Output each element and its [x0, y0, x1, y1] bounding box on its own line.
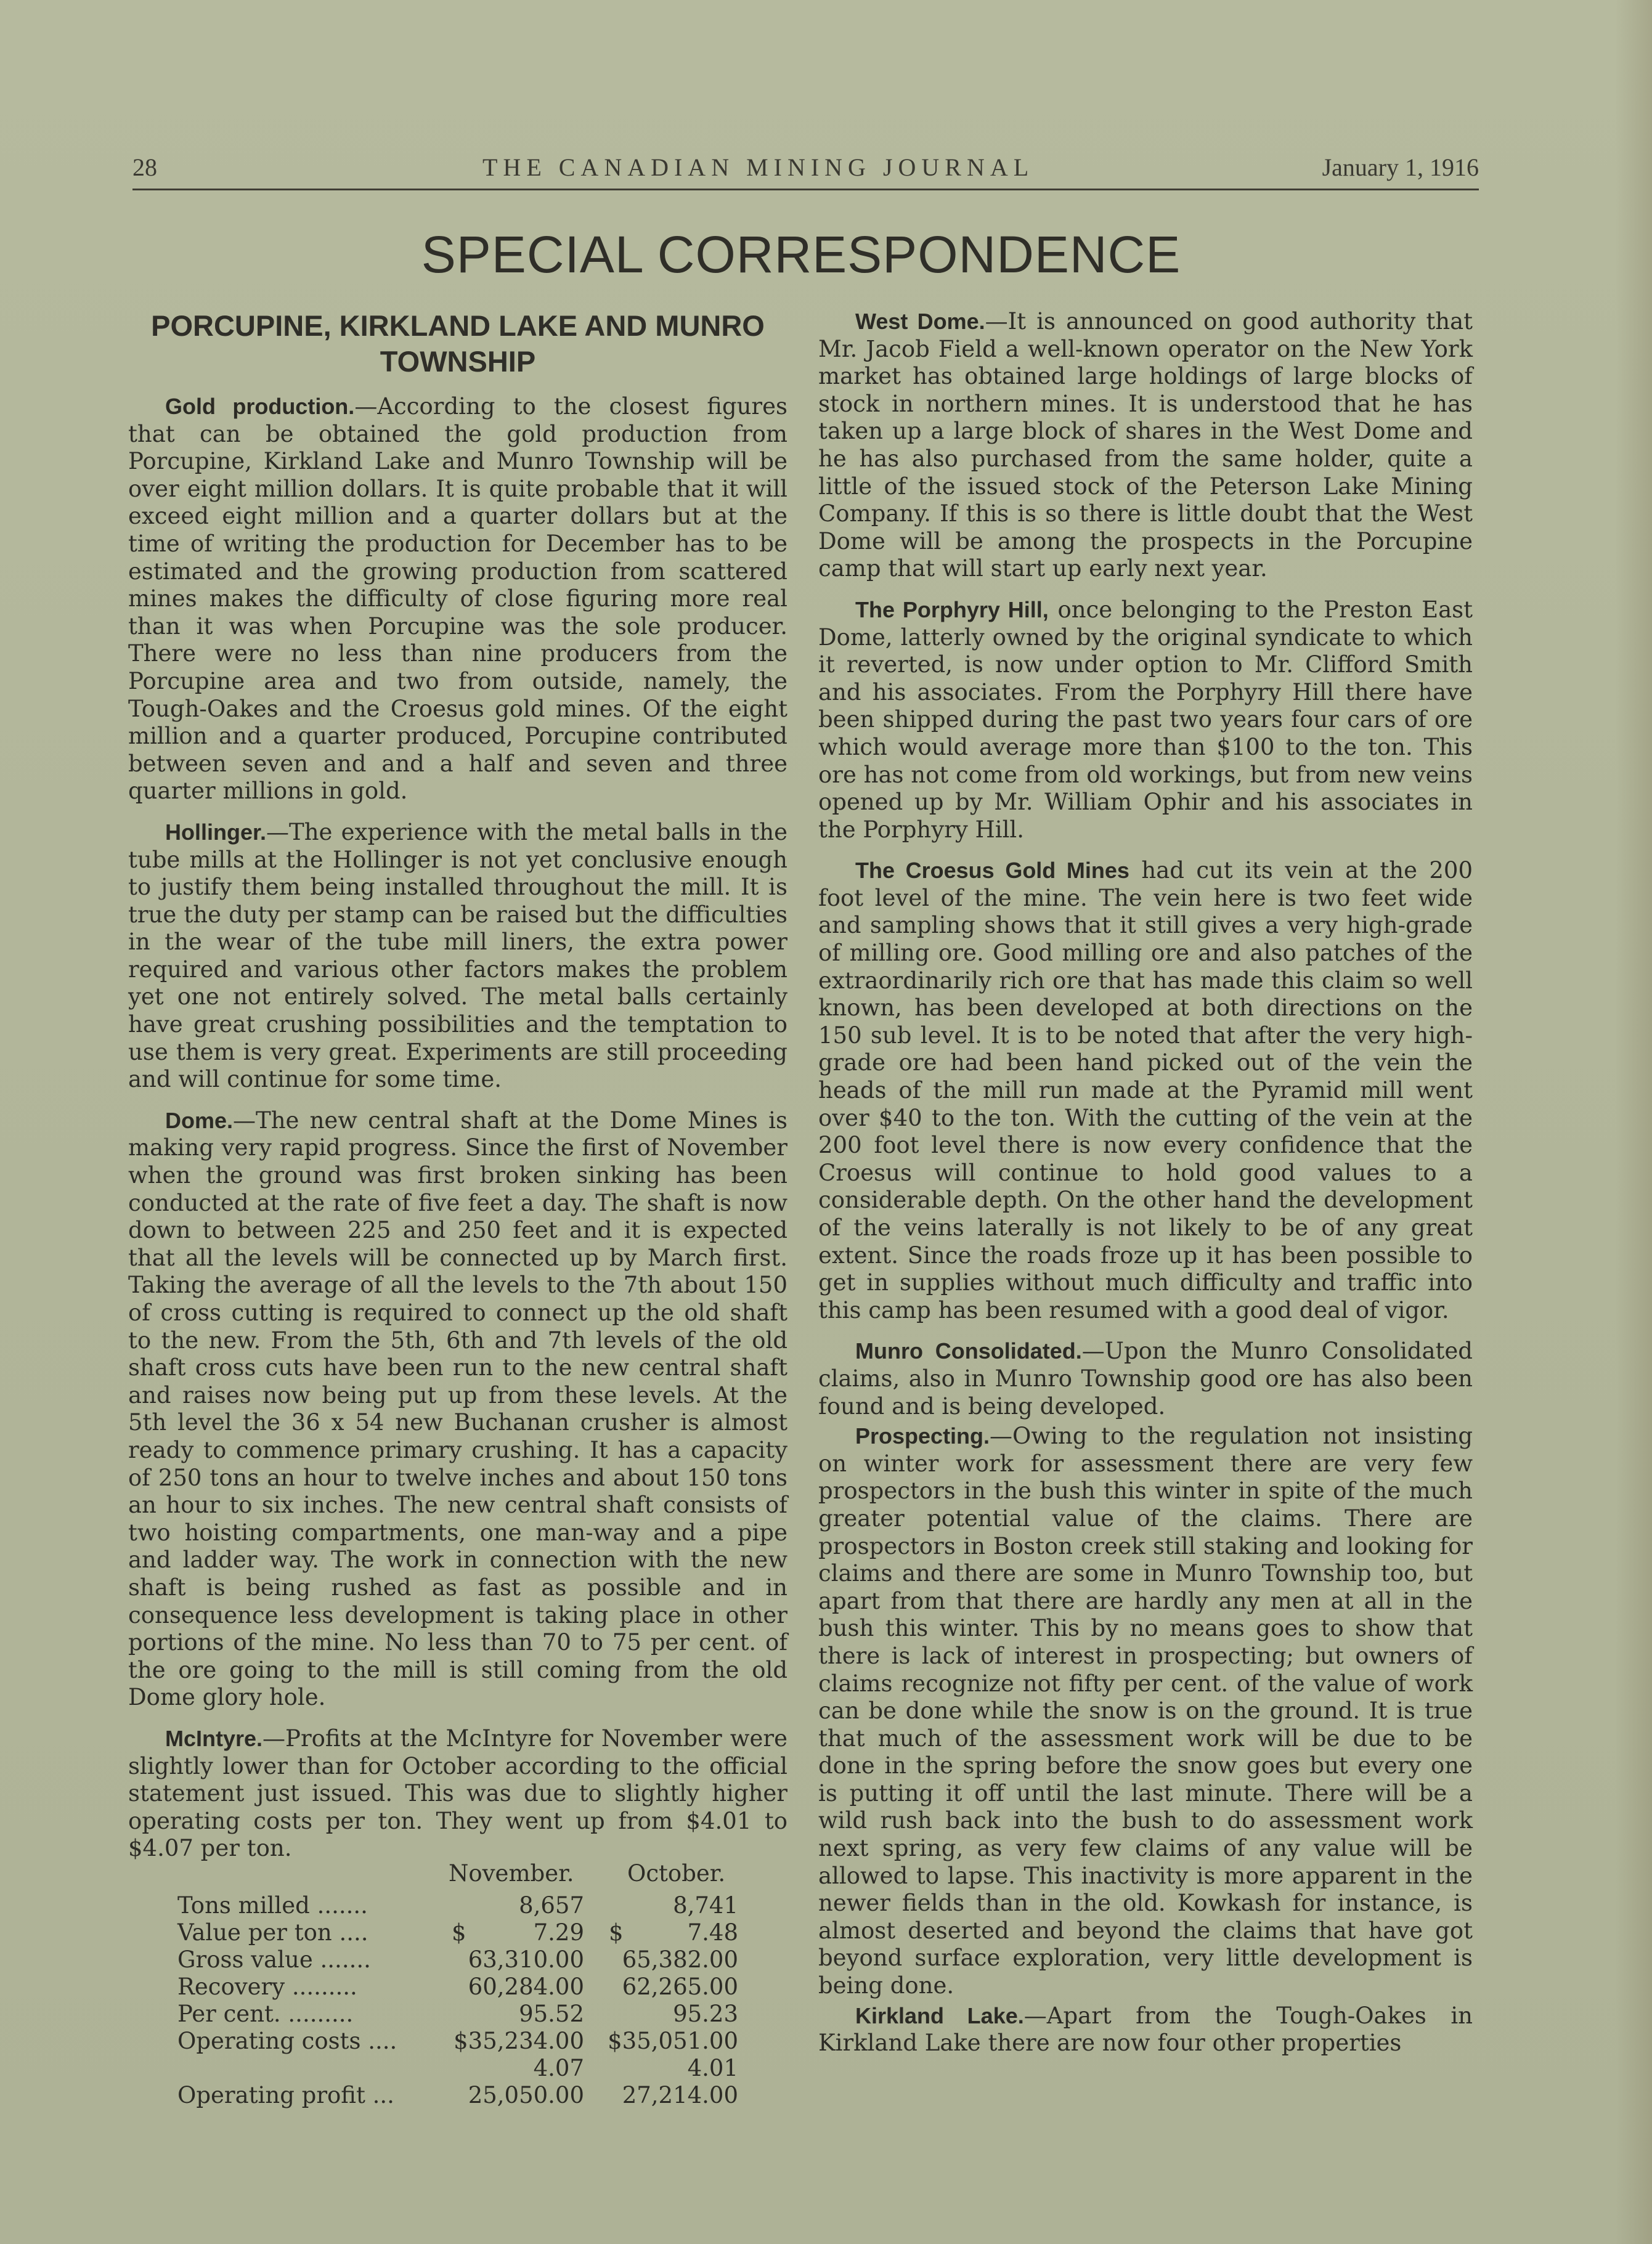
table-row: [128, 1974, 787, 2001]
november-value: 4.07: [533, 2054, 584, 2081]
october-value: 7.48: [687, 1919, 738, 1946]
october-value: 4.01: [687, 2054, 738, 2081]
paragraph-lead: The Porphyry Hill,: [855, 596, 1049, 622]
dollar-sign: $: [609, 1919, 624, 1946]
october-value: 62,265.00: [622, 1973, 738, 2000]
main-title: SPECIAL CORRESPONDENCE: [421, 226, 1181, 283]
table-row: [128, 2028, 787, 2055]
paragraph-text: —The experience with the metal balls in the tube mills at the Hollinger is not yet conclusive enough to justify them being installed throughout the mill. It is true the duty per stamp can be raised but the difficulties in the wear of the tube mill liners, the extra power required and various other factors makes the problem yet one not entirely solved. The metal balls certainly have great crushing possibilities and the temptation to use them is very great. Experiments are still proceeding and will continue for some time.: [128, 818, 787, 1093]
october-value: $35,051.00: [608, 2027, 738, 2054]
page-number: 28: [132, 153, 157, 181]
paragraph-lead: McIntyre.: [165, 1725, 263, 1751]
november-value: 7.29: [533, 1919, 584, 1946]
november-value: 60,284.00: [468, 1973, 584, 2000]
paragraph-lead: The Croesus Gold Mines: [855, 858, 1129, 884]
november-value: 95.52: [519, 2000, 584, 2027]
november-value: 8,657: [519, 1892, 584, 1919]
paragraph-lead: Dome.: [165, 1107, 234, 1133]
table-row: [128, 2082, 787, 2109]
article-paragraph: [128, 819, 787, 1094]
october-value: 95.23: [673, 2000, 738, 2027]
november-value: 63,310.00: [468, 1946, 584, 1973]
paragraph-text: —According to the closest figures that can be obtained the gold production from Porcupine, Kirkland Lake and Munro Township will be over eight million dollars. It is quite probable that it will exceed eight million and a quarter dollars but at the time of writing the production for December has to be estimated and the growing production from scattered mines makes the difficulty of close figuring more real than it was when Porcupine was the sole producer. There were no less than nine producers from the Porcupine area and two from outside, namely, the Tough-Oakes and the Croesus gold mines. Of the eight million and a quarter produced, Porcupine contributed between seven and and a half and seven and three quarter millions in gold.: [128, 393, 787, 805]
november-value: $35,234.00: [454, 2027, 584, 2054]
row-label: Tons milled .......: [177, 1892, 368, 1919]
article-paragraph: [818, 2002, 1473, 2057]
table-row: [128, 1892, 787, 1919]
october-value: 27,214.00: [622, 2081, 738, 2108]
table-row: [128, 1919, 787, 1946]
row-label: Operating profit ...: [177, 2081, 394, 2108]
paragraph-text: —It is announced on good authority that Mr. Jacob Field a well-known operator on the New York market has obtained large holdings of large blocks of stock in northern mines. It is understood that he has taken up a large block of shares in the West Dome and he has also purchased from the same holder, quite a little of the issued stock of the Peterson Lake Mining Company. If this is so there is little doubt that the West Dome will be among the prospects in the Porcupine camp that will start up early next year.: [818, 308, 1473, 582]
row-label: Value per ton ....: [177, 1919, 368, 1946]
paragraph-lead: Prospecting.: [855, 1423, 990, 1449]
right-column: [818, 308, 1473, 2071]
row-label: Gross value .......: [177, 1946, 371, 1973]
paragraph-lead: Kirkland Lake.: [855, 2002, 1024, 2028]
paragraph-lead: Munro Consolidated.: [855, 1338, 1082, 1364]
dollar-sign: $: [452, 1919, 466, 1946]
article-paragraph: [128, 393, 787, 805]
table-row: [128, 2055, 787, 2082]
column-header-november: November.: [449, 1860, 574, 1887]
row-label: Operating costs ....: [177, 2027, 397, 2054]
article-paragraph: [818, 308, 1473, 583]
header-rule: [132, 189, 1479, 190]
paragraph-text: —The new central shaft at the Dome Mines is making very rapid progress. Since the first of November when the ground was first broken sinking has been conducted at the rate of five feet a day. The shaft is now down to between 225 and 250 feet and it is expected that all the levels will be connected up by March first. Taking the average of all the levels to the 7th about 150 of cross cutting is required to connect up the old shaft to the new. From the 5th, 6th and 7th levels of the old shaft cross cuts have been run to the new central shaft and raises now being put up from these levels. At the 5th level the 36 x 54 new Buchanan crusher is almost ready to commence primary crushing. It has a capacity of 250 tons an hour to twelve inches and about 150 tons an hour to six inches. The new central shaft consists of two hoisting compartments, one man-way and a pipe and ladder way. The work in connection with the new shaft is being rushed as fast as possible and in consequence less development is taking place in other portions of the mine. No less than 70 to 75 per cent. of the ore going to the mill is still coming from the old Dome glory hole.: [128, 1107, 787, 1711]
table-row: [128, 1946, 787, 1974]
article-paragraph: [818, 1338, 1473, 1420]
paragraph-text: had cut its vein at the 200 foot level of the mine. The vein here is two feet wide and sampling shows that it still gives a very high-grade of milling ore. Good milling ore and also patches of the extraordinarily rich ore that has made this claim so well known, has been developed at both directions on the 150 sub level. It is to be noted that after the very high-grade ore had been hand picked out of the vein the heads of the mill run made at the Pyramid mill went over $40 to the ton. With the cutting of the vein at the 200 foot level there is now every confidence that the Croesus will continue to hold good values to a considerable depth. On the other hand the development of the veins laterally is not likely to be of any great extent. Since the roads froze up it has been possible to get in supplies without much difficulty and traffic into this camp has been resumed with a good deal of vigor.: [818, 857, 1473, 1323]
article-paragraph: [128, 1107, 787, 1712]
paragraph-lead: Hollinger.: [165, 819, 267, 845]
issue-date: January 1, 1916: [1322, 153, 1479, 181]
paragraph-text: once belonging to the Preston East Dome, latterly owned by the original syndicate to which it reverted, is now under option to Mr. Clifford Smith and his associates. From the Porphyry Hill there have been shipped during the past two years four cars of ore which would average more than $100 to the ton. This ore has not come from old workings, but from new veins opened up by Mr. William Ophir and his associates in the Porphyry Hill.: [818, 596, 1473, 843]
row-label: Per cent. .........: [177, 2000, 354, 2027]
table-row: [128, 2001, 787, 2028]
page-edge-shadow: [1615, 0, 1652, 2244]
paragraph-text: —Profits at the McIntyre for November were slightly lower than for October according to the official statement just issued. This was due to slightly higher operating costs per ton. They went up from $4.01 to $4.07 per ton.: [128, 1725, 787, 1862]
article-paragraph: [818, 857, 1473, 1324]
journal-title: THE CANADIAN MINING JOURNAL: [482, 153, 1035, 181]
paragraph-lead: West Dome.: [855, 309, 985, 334]
paragraph-text: —Owing to the regulation not insisting on winter work for assessment there are very few prospectors in the bush this winter in spite of the much greater potential value of the claims. There are prospectors in Boston creek still staking and looking for claims and there are some in Munro Township too, but apart from that there are hardly any men at all in the bush this winter. This by no means goes to show that there is lack of interest in prospecting; but owners of claims recognize not fifty per cent. of the value of work can be done while the snow is on the ground. It is true that much of the assessment work will be due to be done in the spring before the snow goes but every one is putting it off until the last minute. There will be a wild rush back into the bush to do assessment work next spring, as very few claims of any value will be allowed to lapse. This inactivity is more apparent in the newer fields than in the old. Kowkash for instance, is almost deserted and beyond the claims that have got beyond surface exploration, very little development is being done.: [818, 1423, 1473, 1999]
article-paragraph: [128, 1725, 787, 1863]
paragraph-text: —Apart from the Tough-Oakes in Kirkland Lake there are now four other properties: [818, 2002, 1473, 2057]
paragraph-lead: Gold production.: [165, 394, 355, 419]
article-paragraph: [818, 1423, 1473, 1999]
section-title: PORCUPINE, KIRKLAND LAKE AND MUNRO TOWNSHIP: [151, 309, 765, 378]
november-value: 25,050.00: [468, 2081, 584, 2108]
article-paragraph: [818, 596, 1473, 844]
left-column: [128, 308, 787, 2119]
october-value: 65,382.00: [622, 1946, 738, 1973]
row-label: Recovery .........: [177, 1973, 357, 2000]
profit-table: [128, 1860, 787, 2119]
page-header: [132, 148, 1479, 185]
paragraph-text: —Upon the Munro Consolidated claims, also in Munro Township good ore has also been found and is being developed.: [818, 1338, 1473, 1420]
table-header: [128, 1860, 787, 1888]
column-header-october: October.: [627, 1860, 726, 1887]
october-value: 8,741: [673, 1892, 738, 1919]
